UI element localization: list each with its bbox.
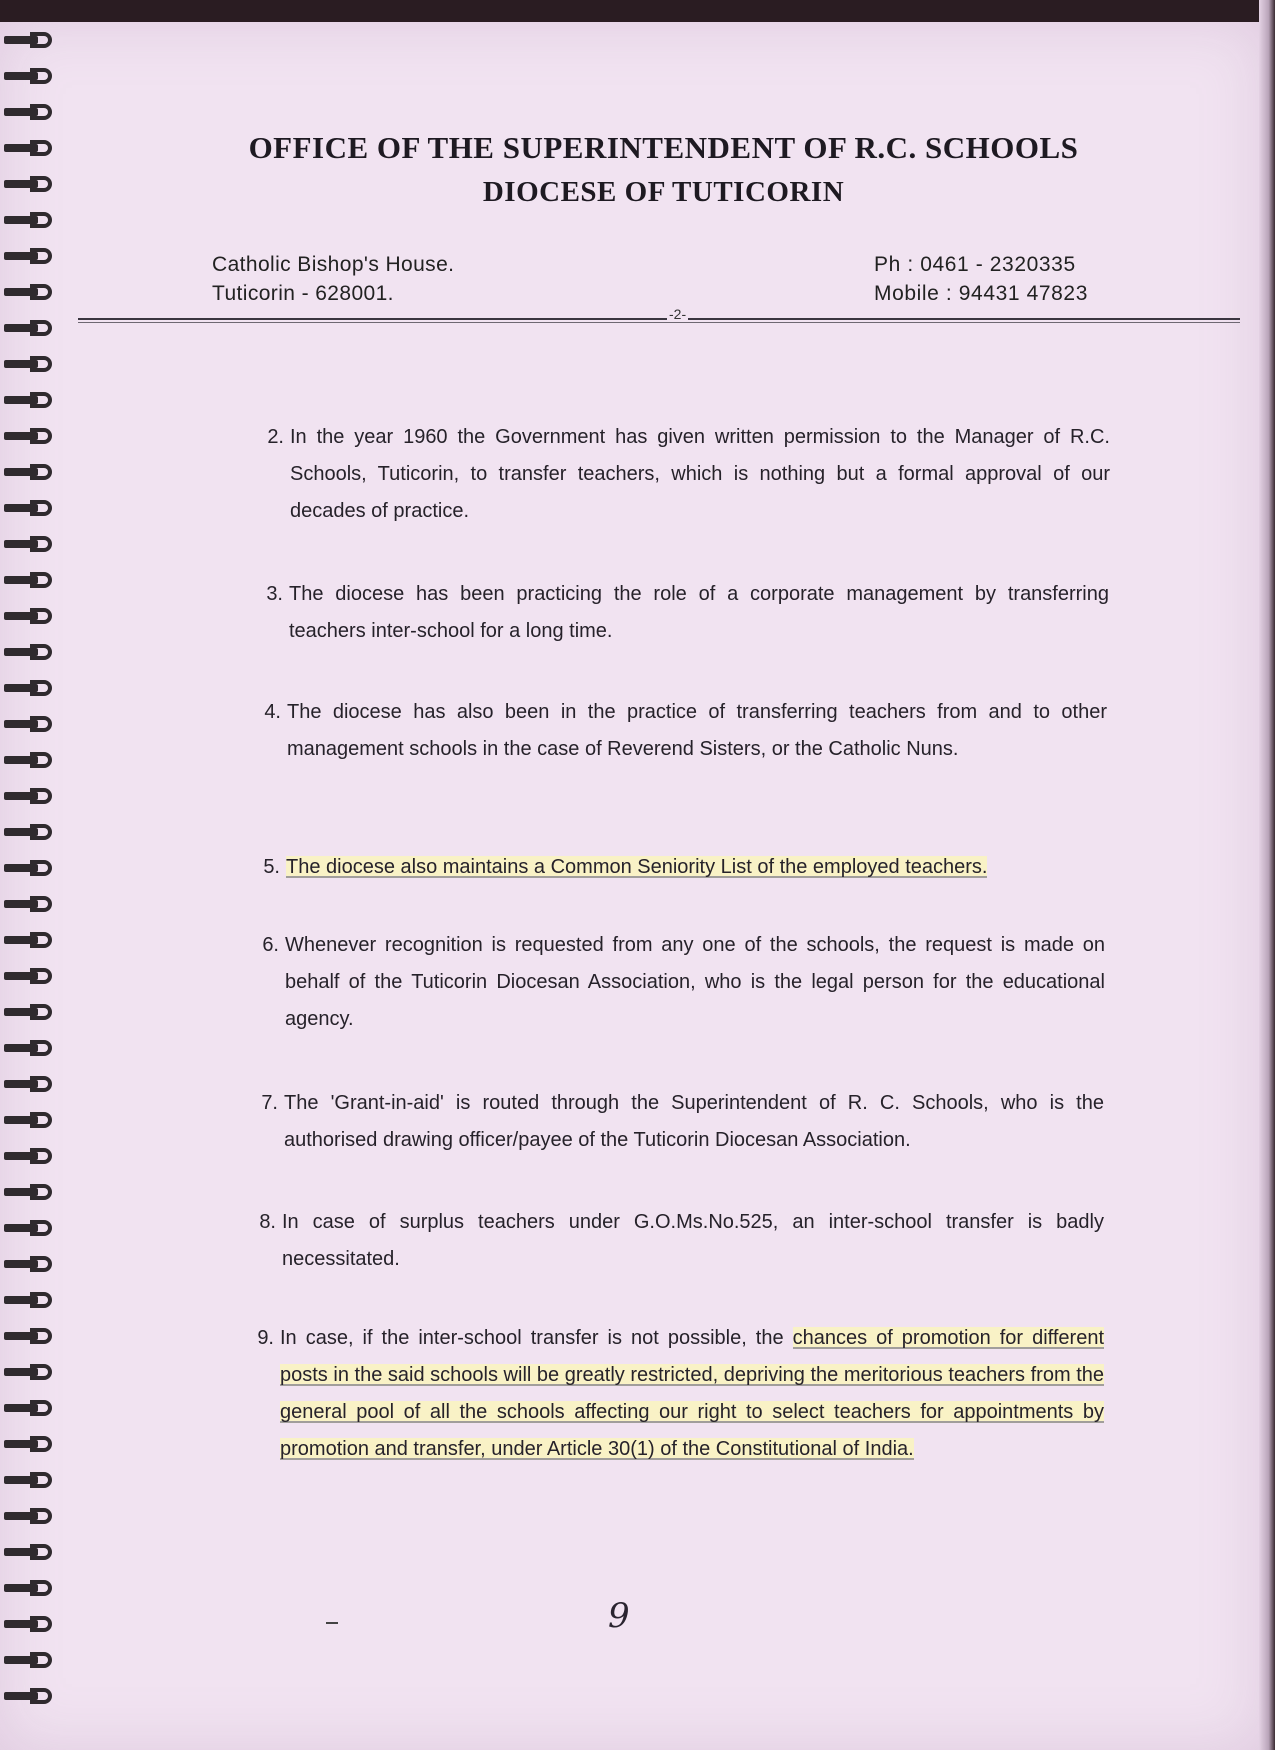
phone-number: Ph : 0461 - 2320335 bbox=[874, 253, 1076, 276]
binding-ring bbox=[4, 1326, 60, 1346]
binding-ring bbox=[4, 678, 60, 698]
binding-ring bbox=[4, 1002, 60, 1022]
item-number: 8. bbox=[259, 1211, 276, 1233]
binding-ring bbox=[4, 714, 60, 734]
handwritten-page-number: 9 bbox=[608, 1596, 630, 1636]
address-block bbox=[212, 250, 454, 308]
binding-ring bbox=[4, 822, 60, 842]
binding-ring bbox=[4, 210, 60, 230]
item-text: The diocese has been practicing the role of a corporate management by transferring teachers inter-school for a long time. bbox=[289, 583, 1109, 642]
item-text: The diocese has also been in the practice of transferring teachers from and to other management schools in the case of Reverend Sisters, or the Catholic Nuns. bbox=[287, 701, 1107, 760]
binding-ring bbox=[4, 786, 60, 806]
pen-mark bbox=[326, 1622, 338, 1624]
item-text-highlighted: chances of promotion for different posts in the said schools will be greatly restricted, depriving the meritorious teachers from the general pool of all the schools affecting our right to select teachers for appointments by promotion and transfer, under Article 30(1) of the Constitutional of India. bbox=[280, 1327, 1104, 1460]
item-number: 3. bbox=[266, 583, 283, 605]
item-number: 4. bbox=[264, 701, 281, 723]
page-marker: -2- bbox=[669, 306, 687, 322]
binding-ring bbox=[4, 570, 60, 590]
list-item bbox=[261, 1085, 1104, 1159]
binding-ring bbox=[4, 534, 60, 554]
binding-ring bbox=[4, 1506, 60, 1526]
header-divider bbox=[78, 318, 1240, 323]
binding-ring bbox=[4, 102, 60, 122]
binding-ring bbox=[4, 1578, 60, 1598]
binding-ring bbox=[4, 282, 60, 302]
office-title: OFFICE OF THE SUPERINTENDENT OF R.C. SCHOOLS bbox=[248, 130, 1079, 165]
list-item bbox=[262, 927, 1105, 1038]
diocese-title: DIOCESE OF TUTICORIN bbox=[482, 176, 845, 208]
binding-ring bbox=[4, 318, 60, 338]
binding-ring bbox=[4, 1434, 60, 1454]
list-item bbox=[259, 1204, 1104, 1278]
binding-ring bbox=[4, 750, 60, 770]
list-item bbox=[257, 1320, 1104, 1468]
item-text-highlighted: The diocese also maintains a Common Seniority List of the employed teachers. bbox=[286, 856, 988, 878]
binding-ring bbox=[4, 66, 60, 86]
item-number: 9. bbox=[257, 1327, 274, 1349]
item-text: In case of surplus teachers under G.O.Ms.No.525, an inter-school transfer is badly necessitated. bbox=[282, 1211, 1104, 1270]
contact-block bbox=[874, 250, 1088, 308]
binding-ring bbox=[4, 1074, 60, 1094]
binding-ring bbox=[4, 390, 60, 410]
item-text: In the year 1960 the Government has given written permission to the Manager of R.C. Schools, Tuticorin, to transfer teachers, which is nothing but a formal approval of our decades of practice. bbox=[290, 426, 1110, 522]
mobile-number: Mobile : 94431 47823 bbox=[874, 282, 1088, 305]
binding-ring bbox=[4, 1110, 60, 1130]
binding-ring bbox=[4, 1362, 60, 1382]
binding-ring bbox=[4, 354, 60, 374]
binding-ring bbox=[4, 462, 60, 482]
binding-ring bbox=[4, 642, 60, 662]
binding-ring bbox=[4, 1650, 60, 1670]
letterhead bbox=[0, 130, 1275, 209]
item-number: 7. bbox=[261, 1092, 278, 1114]
spiral-binding bbox=[0, 30, 70, 1750]
binding-ring bbox=[4, 1146, 60, 1166]
binding-ring bbox=[4, 426, 60, 446]
binding-ring bbox=[4, 246, 60, 266]
item-text: In case, if the inter-school transfer is not possible, the bbox=[280, 1327, 793, 1349]
binding-ring bbox=[4, 498, 60, 518]
binding-ring bbox=[4, 1254, 60, 1274]
list-item bbox=[264, 694, 1107, 768]
item-text: The 'Grant-in-aid' is routed through the Superintendent of R. C. Schools, who is the authorised drawing officer/payee of the Tuticorin Diocesan Association. bbox=[284, 1092, 1104, 1151]
binding-ring bbox=[4, 858, 60, 878]
list-item bbox=[266, 576, 1109, 650]
binding-ring bbox=[4, 1398, 60, 1418]
list-item bbox=[263, 849, 1116, 886]
item-number: 5. bbox=[263, 856, 280, 878]
address-line-1: Catholic Bishop's House. bbox=[212, 253, 455, 276]
binding-ring bbox=[4, 966, 60, 986]
list-item bbox=[267, 419, 1110, 530]
binding-ring bbox=[4, 930, 60, 950]
binding-ring bbox=[4, 894, 60, 914]
binding-ring bbox=[4, 1614, 60, 1634]
binding-ring bbox=[4, 30, 60, 50]
binding-ring bbox=[4, 606, 60, 626]
item-number: 6. bbox=[262, 934, 279, 956]
item-text: Whenever recognition is requested from any one of the schools, the request is made on behalf of the Tuticorin Diocesan Association, who is the legal person for the educational agency. bbox=[285, 934, 1105, 1030]
binding-ring bbox=[4, 1542, 60, 1562]
binding-ring bbox=[4, 1686, 60, 1706]
binding-ring bbox=[4, 1290, 60, 1310]
page-edge bbox=[1259, 0, 1275, 1750]
binding-ring bbox=[4, 1470, 60, 1490]
binding-ring bbox=[4, 1182, 60, 1202]
item-number: 2. bbox=[267, 426, 284, 448]
address-line-2: Tuticorin - 628001. bbox=[212, 282, 394, 305]
binding-ring bbox=[4, 1038, 60, 1058]
binding-ring bbox=[4, 1218, 60, 1238]
